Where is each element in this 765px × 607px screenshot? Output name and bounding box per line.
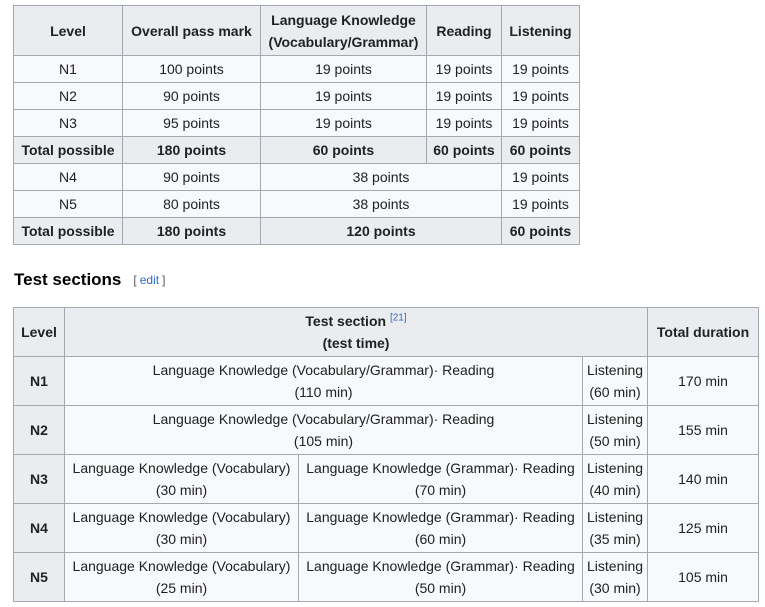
overall-cell: 95 points [123,110,261,137]
total-overall-cell: 180 points [123,137,261,164]
table-row [14,553,759,602]
total-row [14,137,580,164]
sections-header-row [14,308,759,357]
edit-bracket-close: ] [162,273,166,287]
listening-name: Listening [587,509,644,525]
header-listening: Listening [502,6,580,56]
total-language-cell: 60 points [261,137,427,164]
grammar-reading-cell [299,455,583,504]
listening-time: (50 min) [589,433,641,449]
grammar-reading-name: Language Knowledge (Grammar)· Reading [306,509,575,525]
total-duration-cell: 105 min [648,553,759,602]
listening-name: Listening [587,362,644,378]
language-cell: 19 points [261,83,427,110]
header-overall-pass-mark: Overall pass mark [123,6,261,56]
listening-name: Listening [587,460,644,476]
vocabulary-time: (25 min) [155,580,208,596]
vocabulary-cell [65,553,299,602]
listening-cell: 19 points [502,191,580,218]
listening-name: Listening [587,411,644,427]
total-row [14,218,580,245]
total-language-reading-cell: 120 points [261,218,502,245]
total-label: Total possible [14,137,123,164]
grammar-reading-name: Language Knowledge (Grammar)· Reading [306,558,575,574]
header-total-duration: Total duration [648,308,759,357]
table-row [14,504,759,553]
pass-marks-table [13,5,580,245]
listening-name: Listening [587,558,644,574]
header-test-section-line1 [69,310,643,332]
grammar-reading-time: (50 min) [414,580,467,596]
level-cell: N3 [14,110,123,137]
test-sections-heading [14,267,165,293]
listening-cell [583,455,648,504]
total-overall-cell: 180 points [123,218,261,245]
table-row [14,455,759,504]
table-row [14,406,759,455]
total-reading-cell: 60 points [427,137,502,164]
level-cell: N4 [14,164,123,191]
overall-cell: 90 points [123,83,261,110]
table-row [14,164,580,191]
level-cell: N1 [14,357,65,406]
reading-cell: 19 points [427,56,502,83]
listening-cell [583,357,648,406]
total-duration-cell: 125 min [648,504,759,553]
citation-link[interactable]: [21] [389,312,407,324]
vocabulary-cell [65,504,299,553]
header-level: Level [14,308,65,357]
table-row [14,83,580,110]
level-cell: N3 [14,455,65,504]
total-duration-cell: 155 min [648,406,759,455]
listening-cell: 19 points [502,83,580,110]
section-name: Language Knowledge (Vocabulary/Grammar)· Reading [152,411,495,427]
header-test-section [65,308,648,357]
header-language-knowledge-line1: Language Knowledge [271,11,416,28]
reading-cell: 19 points [427,83,502,110]
edit-bracket-open: [ [133,273,137,287]
table-row [14,357,759,406]
vocabulary-time: (30 min) [155,531,208,547]
test-sections-table [13,307,759,602]
vocabulary-time: (30 min) [155,482,208,498]
reading-cell: 19 points [427,110,502,137]
grammar-reading-time: (70 min) [414,482,467,498]
level-cell: N2 [14,83,123,110]
edit-link[interactable]: edit [139,273,160,287]
language-reading-cell: 38 points [261,191,502,218]
vocabulary-cell [65,455,299,504]
level-cell: N4 [14,504,65,553]
listening-cell [583,553,648,602]
vocabulary-name: Language Knowledge (Vocabulary) [72,558,291,574]
pass-marks-header-row [14,6,580,56]
language-cell: 19 points [261,56,427,83]
language-cell: 19 points [261,110,427,137]
grammar-reading-time: (60 min) [414,531,467,547]
overall-cell: 90 points [123,164,261,191]
combined-section-cell [65,406,583,455]
overall-cell: 100 points [123,56,261,83]
vocabulary-name: Language Knowledge (Vocabulary) [72,460,291,476]
listening-cell [583,406,648,455]
listening-time: (30 min) [589,580,641,596]
listening-cell: 19 points [502,164,580,191]
header-reading: Reading [427,6,502,56]
level-cell: N1 [14,56,123,83]
table-row [14,191,580,218]
total-listening-cell: 60 points [502,137,580,164]
listening-time: (60 min) [589,384,641,400]
overall-cell: 80 points [123,191,261,218]
listening-cell [583,504,648,553]
total-duration-cell: 170 min [648,357,759,406]
total-duration-cell: 140 min [648,455,759,504]
language-reading-cell: 38 points [261,164,502,191]
total-listening-cell: 60 points [502,218,580,245]
grammar-reading-name: Language Knowledge (Grammar)· Reading [306,460,575,476]
header-language-knowledge-line2: (Vocabulary/Grammar) [268,33,419,50]
level-cell: N2 [14,406,65,455]
table-row [14,56,580,83]
section-title: Test sections [14,270,122,289]
total-label: Total possible [14,218,123,245]
header-test-time: (test time) [322,335,390,351]
header-level: Level [14,6,123,56]
level-cell: N5 [14,553,65,602]
edit-section [133,273,165,287]
level-cell: N5 [14,191,123,218]
grammar-reading-cell [299,553,583,602]
section-time: (105 min) [293,433,354,449]
section-time: (110 min) [294,384,353,400]
vocabulary-name: Language Knowledge (Vocabulary) [72,509,291,525]
listening-cell: 19 points [502,56,580,83]
header-test-section-label: Test section [305,313,387,329]
table-row [14,110,580,137]
listening-cell: 19 points [502,110,580,137]
listening-time: (40 min) [589,482,641,498]
header-language-knowledge [261,6,427,56]
listening-time: (35 min) [589,531,641,547]
grammar-reading-cell [299,504,583,553]
combined-section-cell [65,357,583,406]
section-name: Language Knowledge (Vocabulary/Grammar)· Reading [152,362,495,378]
